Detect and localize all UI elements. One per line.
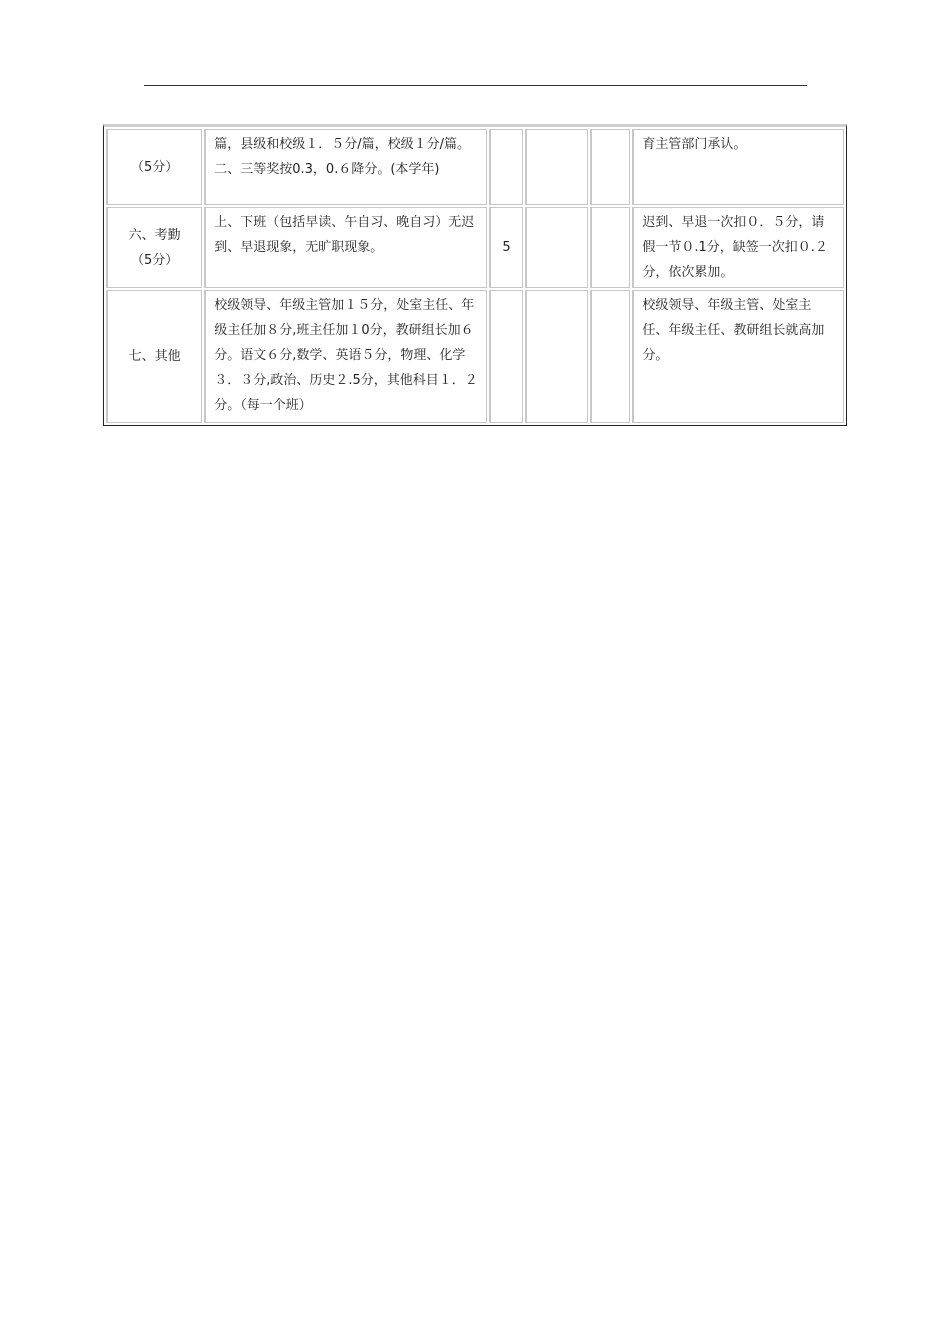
category-label: 六、考勤 — [128, 227, 181, 243]
note-cell: 迟到、早退一次扣０．５分，请假一节０.1分，缺签一次扣０.２分，依次累加。 — [632, 207, 844, 288]
table-row — [106, 290, 844, 423]
empty-cell — [590, 129, 630, 205]
empty-cell — [525, 207, 588, 288]
standard-cell: 上、下班（包括早读、午自习、晚自习）无迟到、早退现象，无旷职现象。 — [204, 207, 487, 288]
empty-cell — [525, 290, 588, 423]
table-row — [106, 207, 844, 288]
category-cell — [106, 207, 202, 288]
category-cell: 七、其他 — [106, 290, 202, 423]
note-cell: 育主管部门承认。 — [632, 129, 844, 205]
points-cell — [489, 290, 523, 423]
category-points: （5分） — [130, 252, 179, 268]
header-rule — [144, 85, 807, 86]
standard-cell: 校级领导、年级主管加１５分，处室主任、年级主任加８分,班主任加１0分，教研组长加６分。语文６分,数学、英语５分，物理、化学３．３分,政治、历史２.5分，其他科目１．２分。（每一个班） — [204, 290, 487, 423]
empty-cell — [590, 290, 630, 423]
scoring-table — [103, 124, 847, 426]
note-cell: 校级领导、年级主管、处室主任、年级主任、教研组长就高加分。 — [632, 290, 844, 423]
empty-cell — [525, 129, 588, 205]
points-cell: 5 — [489, 207, 523, 288]
points-cell — [489, 129, 523, 205]
standard-cell: 篇，县级和校级１．５分/篇，校级１分/篇。二、三等奖按0.3，0.６降分。(本学年) — [204, 129, 487, 205]
category-cell: （5分） — [106, 129, 202, 205]
empty-cell — [590, 207, 630, 288]
table-row — [106, 129, 844, 205]
